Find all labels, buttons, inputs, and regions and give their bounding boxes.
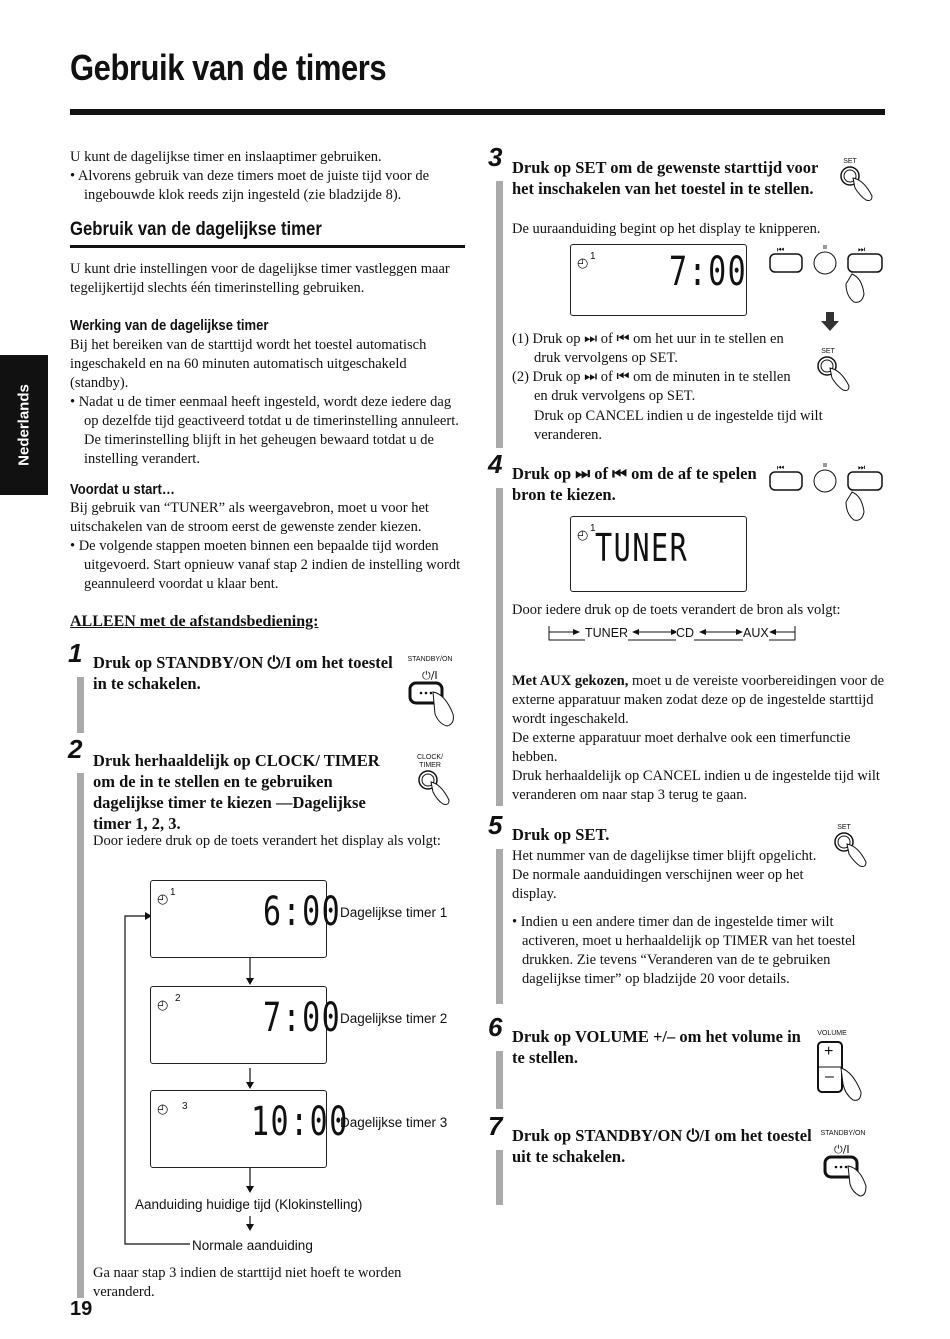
power-icon: ⏻/I — [834, 1143, 850, 1156]
aux-text-3: Druk herhaaldelijk op CANCEL indien u de ingestelde tijd wilt veranderen om naar stap 3 terug te gaan. — [512, 768, 880, 803]
section-heading: Gebruik van de dagelijkse timer — [70, 219, 322, 240]
aux-bold: Met AUX gekozen, — [512, 673, 629, 689]
clock-timer-label: CLOCK/ TIMER — [416, 754, 444, 769]
normal-display-label: Normale aanduiding — [192, 1238, 313, 1253]
step-3-cancel: Druk op CANCEL indien u de ingestelde tijd wilt veranderen. — [534, 408, 823, 443]
set-label: SET — [837, 824, 851, 831]
step-4-number: 4 — [488, 449, 503, 479]
set-button-icon[interactable] — [815, 356, 857, 394]
clock-icon: ◴ — [157, 891, 169, 906]
source-cd: CD — [676, 624, 694, 643]
step-3-item-1: (1) Druk op ⏭ of ⏮ om het uur in te stellen en druk vervolgens op SET. (2) Druk op ⏭ of ⏮ om de minuten in te stellen en druk vervolgens op SET. — [512, 330, 802, 406]
title-rule — [70, 109, 885, 115]
page-number: 19 — [70, 1298, 93, 1320]
before-start-block — [70, 499, 465, 594]
clock-setting-label: Aanduiding huidige tijd (Klokinstelling) — [135, 1197, 363, 1212]
clock-icon: ◴ — [577, 255, 589, 270]
skip-buttons-icon[interactable] — [768, 244, 888, 308]
svg-text:⏮: ⏮ — [777, 463, 785, 472]
timer-1-label: Dagelijkse timer 1 — [340, 905, 448, 920]
step-2-title: Druk herhaaldelijk op CLOCK/ TIMER om de in te stellen en te gebruiken dagelijkse timer te kiezen —Dagelijkse timer 1, 2, 3. — [93, 751, 380, 833]
aux-text: moet u de vereiste voorbereidingen voor de externe apparatuur maken zodat deze op de ingestelde starttijd wordt ingeschakeld. — [512, 673, 885, 727]
step-3-title: Druk op SET om de gewenste starttijd voor het inschakelen van het toestel in te stellen. — [512, 158, 819, 198]
step-3-bar — [496, 181, 503, 448]
sub-heading-operation: Werking van de dagelijkse timer — [70, 318, 269, 334]
step-6-number: 6 — [488, 1012, 503, 1042]
step-5-number: 5 — [488, 810, 503, 840]
aux-text-2: De externe apparatuur moet derhalve ook een timerfunctie hebben. — [512, 730, 851, 765]
step-7-title: Druk op STANDBY/ON ⏻/I om het toestel uit te schakelen. — [512, 1126, 812, 1166]
step-4-bar — [496, 488, 503, 806]
intro-text: U kunt de dagelijkse timer en inslaaptimer gebruiken. — [70, 149, 382, 165]
display-time: 10:00 — [251, 1099, 349, 1145]
step-5-bullet: • Indien u een andere timer dan de ingestelde timer wilt activeren, moet u herhaaldelijk op TIMER van het toestel drukken. Zie tevens “Veranderen van de te gebruiken dagelijkse timer” op bladzijde 20 voor details. — [512, 914, 856, 987]
skip-buttons-icon[interactable] — [768, 458, 888, 522]
step-7-bar — [496, 1150, 503, 1205]
step-6-title: Druk op VOLUME +/– om het volume in te stellen. — [512, 1027, 801, 1067]
standby-button-icon[interactable] — [820, 1140, 880, 1202]
volume-plus: + — [824, 1043, 834, 1060]
set-label: SET — [843, 158, 857, 165]
aux-block — [512, 672, 887, 805]
before-start-text: Bij gebruik van “TUNER” als weergavebron, moet u voor het uitschakelen van de stroom eerst de gewenste zender kiezen. — [70, 500, 429, 535]
page-title: Gebruik van de timers — [70, 47, 387, 88]
source-display: ◴ 1 TUNER — [570, 516, 747, 592]
step-2-bar — [77, 773, 84, 1298]
step-2-text: Door iedere druk op de toets verandert het display als volgt: — [93, 833, 441, 849]
svg-text:⏮: ⏮ — [777, 245, 785, 254]
volume-button-icon[interactable] — [815, 1040, 870, 1110]
set-label: SET — [821, 348, 835, 355]
step-5-title: Druk op SET. — [512, 825, 610, 844]
operation-text: Bij het bereiken van de starttijd wordt het toestel automatisch ingeschakeld en na 60 minuten automatisch uitgeschakeld (standby). — [70, 337, 427, 391]
intro-bullet: • Alvorens gebruik van deze timers moet de juiste tijd voor de ingebouwde klok reeds zijn ingesteld (zie bladzijde 8). — [70, 168, 430, 203]
step-6-bar — [496, 1051, 503, 1109]
remote-only-heading: ALLEEN met de afstandsbediening: — [70, 613, 319, 630]
source-cycle — [545, 622, 805, 644]
standby-label: STANDBY/ON — [407, 656, 453, 663]
display-time: 7:00 — [263, 995, 342, 1041]
down-arrow-icon — [820, 312, 840, 332]
timer-display-1: ◴ 1 6:00 — [150, 880, 327, 958]
step-1-bar — [77, 677, 84, 733]
step-7-number: 7 — [488, 1111, 503, 1141]
step-5-text: Het nummer van de dagelijkse timer blijft opgelicht. De normale aanduidingen verschijnen weer op het display. — [512, 848, 817, 902]
step-4-text: Door iedere druk op de toets verandert de bron als volgt: — [512, 602, 841, 618]
timer-2-label: Dagelijkse timer 2 — [340, 1011, 448, 1026]
standby-button-icon[interactable] — [405, 666, 465, 736]
power-icon: ⏻/I — [422, 669, 438, 682]
language-tab-label: Nederlands — [15, 384, 33, 466]
display-source: TUNER — [595, 526, 689, 570]
source-aux: AUX — [743, 624, 769, 643]
language-tab — [0, 355, 48, 495]
step-3-number: 3 — [488, 142, 503, 172]
clock-icon: ◴ — [157, 997, 169, 1012]
intro — [70, 148, 465, 205]
volume-minus: – — [825, 1068, 834, 1085]
svg-text:⏭: ⏭ — [858, 245, 866, 254]
operation-block — [70, 336, 465, 469]
source-tuner: TUNER — [585, 624, 628, 643]
step-2-number: 2 — [68, 734, 83, 764]
set-time-display: ◴ 1 7:00 — [570, 244, 747, 316]
section-intro: U kunt drie instellingen voor de dagelijkse timer vastleggen maar tegelijkertijd slechts één timerinstelling gebruiken. — [70, 261, 450, 296]
before-start-bullet: • De volgende stappen moeten binnen een bepaalde tijd worden uitgevoerd. Start opnieuw vanaf stap 2 indien de instelling wordt geannuleerd voordat u klaar bent. — [70, 538, 461, 592]
step-1-number: 1 — [68, 638, 83, 668]
timer-display-2: ◴ 2 7:00 — [150, 986, 327, 1064]
section-rule — [70, 245, 465, 248]
standby-label: STANDBY/ON — [820, 1130, 866, 1137]
clock-icon: ◴ — [157, 1101, 169, 1116]
timer-display-3: ◴ 3 10:00 — [150, 1090, 327, 1168]
set-button-icon[interactable] — [838, 166, 880, 204]
step-2-footnote: Ga naar stap 3 indien de starttijd niet hoeft te worden veranderd. — [93, 1265, 402, 1300]
operation-bullet: • Nadat u de timer eenmaal heeft ingesteld, wordt deze iedere dag op dezelfde tijd geactiveerd totdat u de timerinstelling annuleert. De timerinstelling blijft in het geheugen bewaard totdat u de instelling verandert. — [70, 394, 459, 467]
set-button-icon[interactable] — [832, 832, 874, 870]
clock-icon: ◴ — [577, 527, 589, 542]
timer-3-label: Dagelijkse timer 3 — [340, 1115, 448, 1130]
volume-label: VOLUME — [817, 1030, 847, 1037]
svg-text:⏭: ⏭ — [858, 463, 866, 472]
clock-timer-button-icon[interactable] — [415, 770, 455, 806]
step-3-item-2: (2) Druk op ⏭ of ⏮ om de minuten in te stellen en druk vervolgens op SET. — [512, 369, 791, 404]
display-time: 7:00 — [669, 249, 748, 295]
sub-heading-before-start: Voordat u start… — [70, 482, 175, 498]
step-3-text: De uuraanduiding begint op het display te knipperen. — [512, 221, 821, 237]
display-time: 6:00 — [263, 889, 342, 935]
step-4-title: Druk op ⏭ of ⏮ om de af te spelen bron te kiezen. — [512, 464, 757, 504]
step-1-title: Druk op STANDBY/ON ⏻/I om het toestel in te schakelen. — [93, 653, 393, 693]
step-5-bar — [496, 849, 503, 1004]
